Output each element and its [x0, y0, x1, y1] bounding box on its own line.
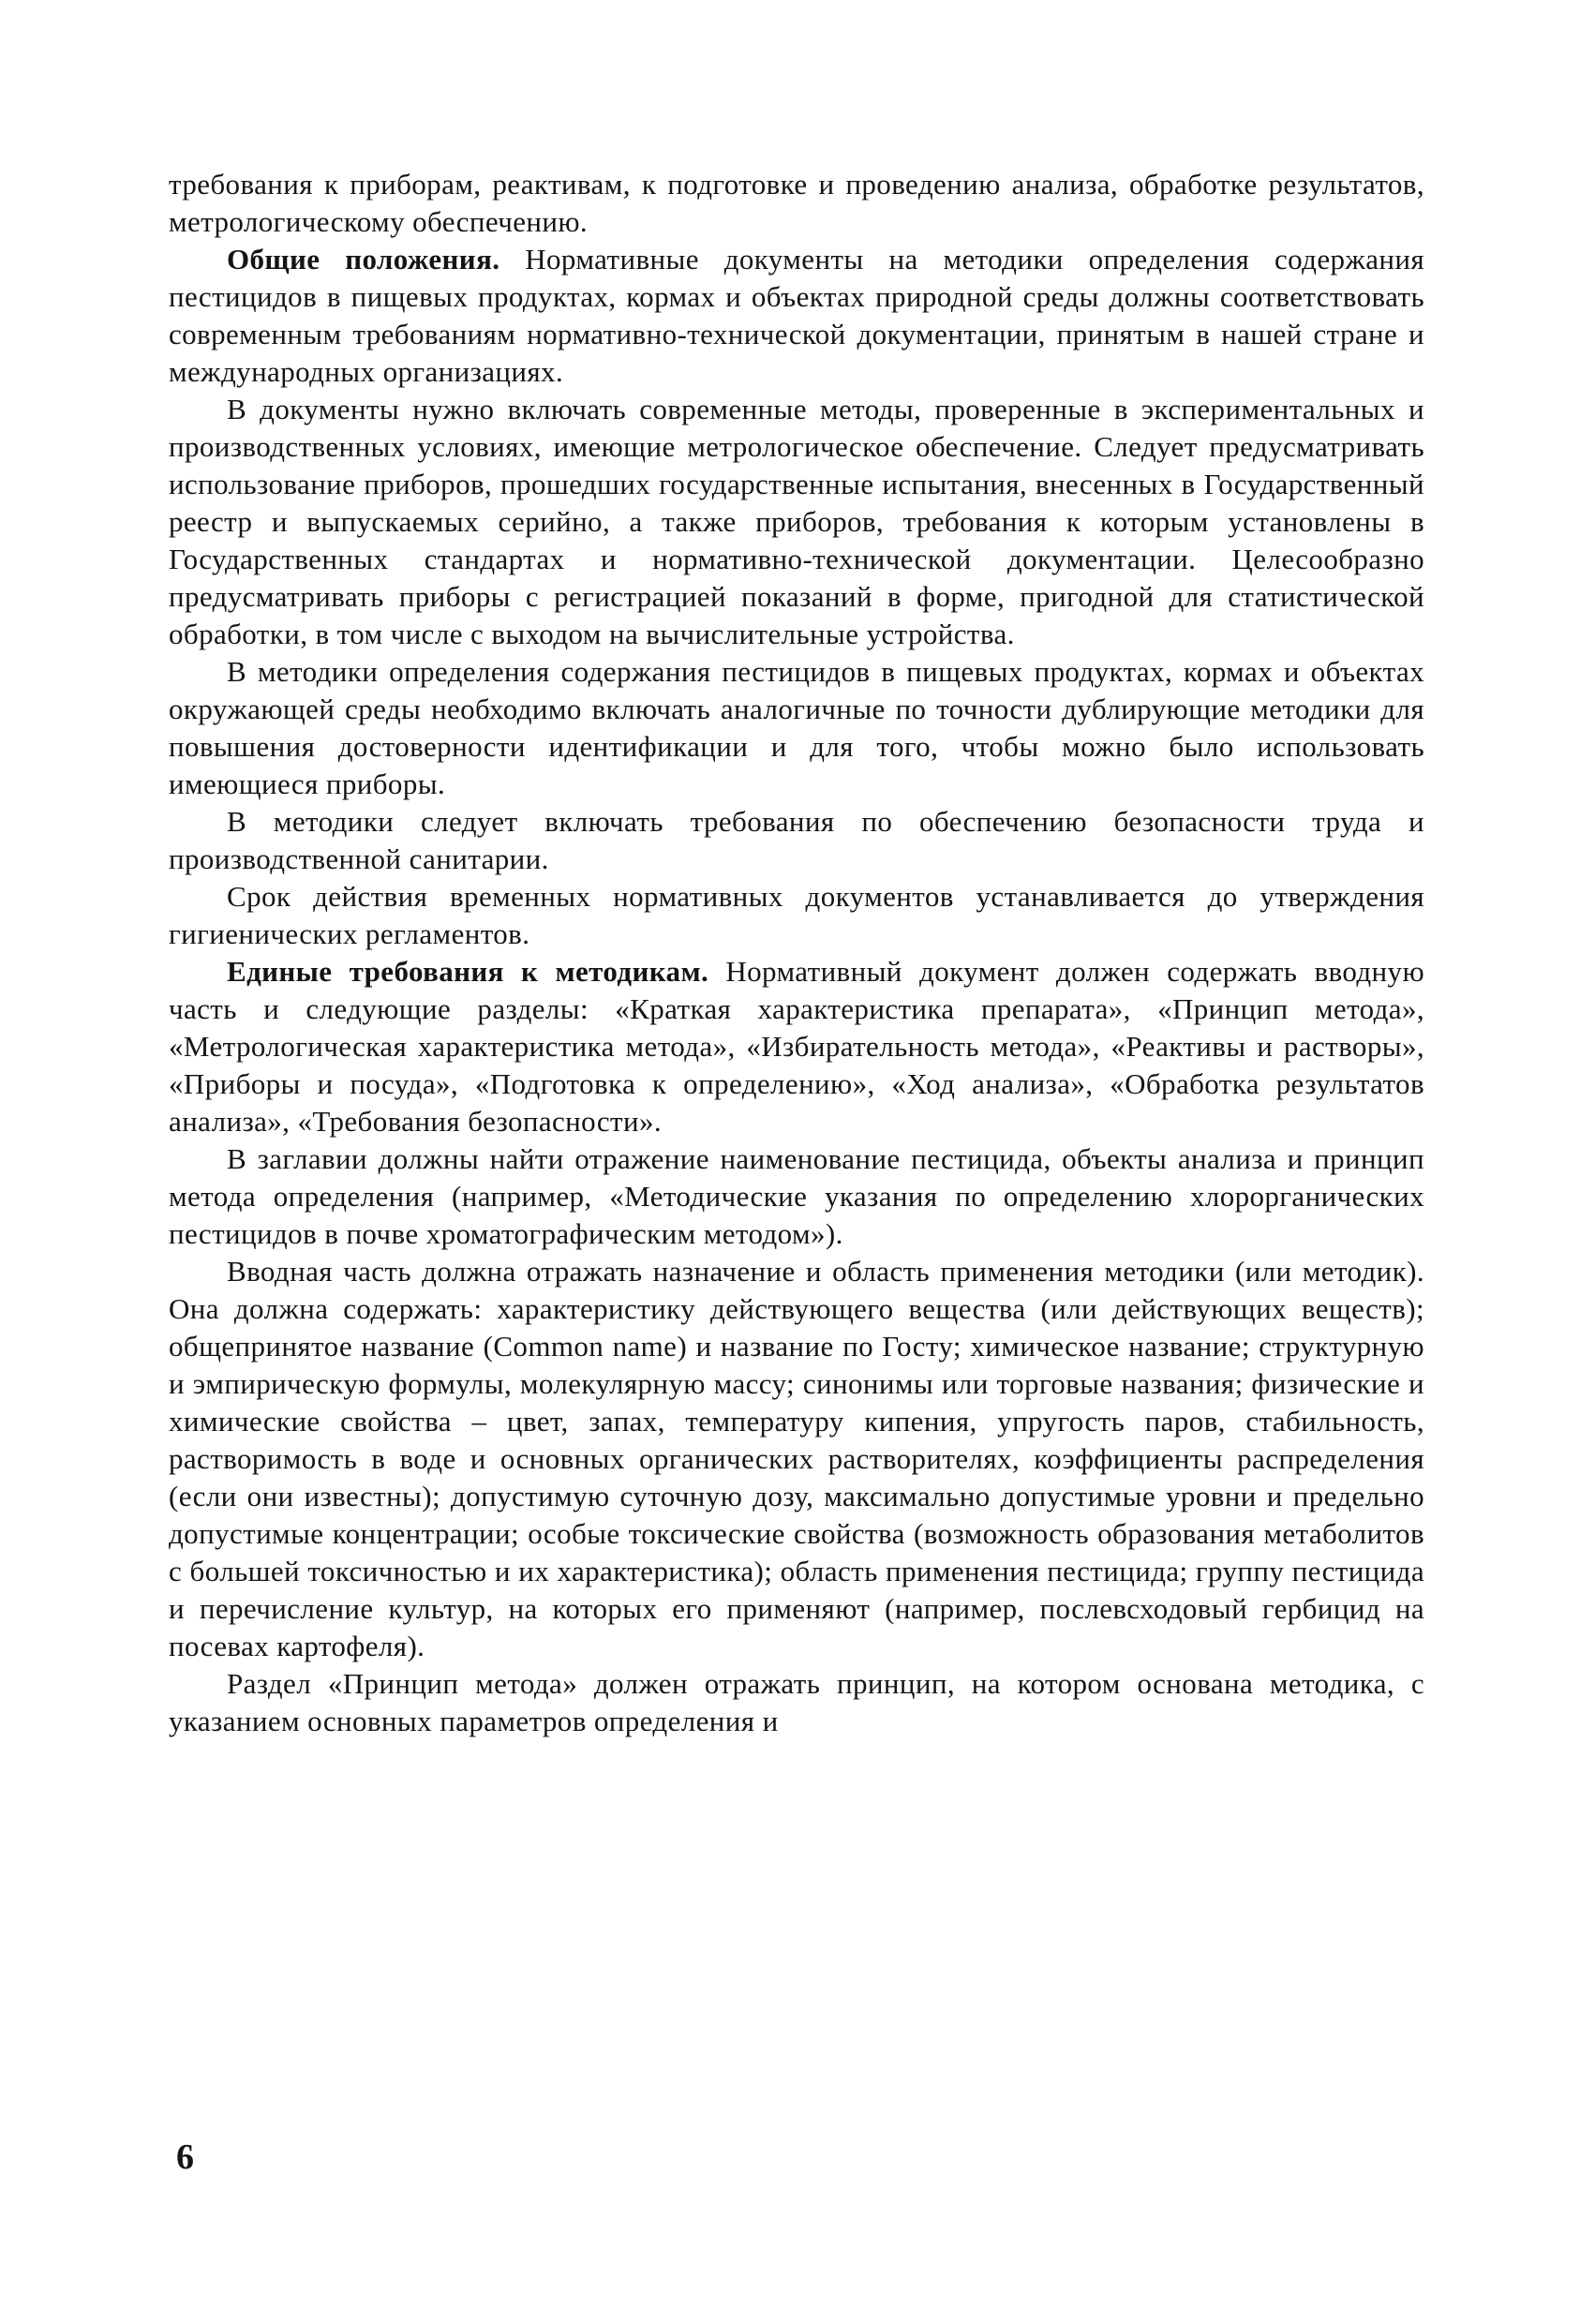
paragraph-9-text: Вводная часть должна отражать назначение и область применения методики (или методик). Она должна содержать: характеристику действующего вещества (или действующих веществ); общепринятое название (Common name) и название по Госту; химическое название; структурную и эмпирическую формулы, молекулярную массу; синонимы или торговые названия; физические и химические свойства – цвет, запах, температуру кипения, упругость паров, стабильность, растворимость в воде и основных органических растворителях, коэффициенты распределения (если они известны); допустимую суточную дозу, максимально допустимые уровни и предельно допустимые концентрации; особые токсические свойства (возможность образования метаболитов с большей токсичностью и их характеристика); область применения пестицида; группу пестицида и перечисление культур, на которых его применяют (например, послевсходовый гербицид на посевах картофеля).: [169, 1255, 1424, 1662]
paragraph-5: [169, 803, 1424, 878]
paragraph-6: [169, 878, 1424, 953]
paragraph-7: [169, 953, 1424, 1140]
paragraph-8-text: В заглавии должны найти отражение наименование пестицида, объекты анализа и принцип метода определения (например, «Методические указания по определению хлорорганических пестицидов в почве хроматографическим методом»).: [169, 1142, 1424, 1250]
paragraph-1: [169, 166, 1424, 241]
paragraph-1-text: требования к приборам, реактивам, к подготовке и проведению анализа, обработке результатов, метрологическому обеспечению.: [169, 168, 1424, 238]
paragraph-2: [169, 241, 1424, 391]
paragraph-10: [169, 1665, 1424, 1740]
paragraph-6-text: Срок действия временных нормативных документов устанавливается до утверждения гигиенических регламентов.: [169, 880, 1424, 950]
paragraph-10-text: Раздел «Принцип метода» должен отражать принцип, на котором основана методика, с указанием основных параметров определения и: [169, 1667, 1424, 1737]
paragraph-2-text: Нормативные документы на методики определения содержания пестицидов в пищевых продуктах, кормах и объектах природной среды должны соответствовать современным требованиям нормативно-технической документации, принятым в нашей стране и международных организациях.: [169, 243, 1424, 388]
page-number: 6: [176, 2138, 194, 2177]
paragraph-9: [169, 1253, 1424, 1665]
paragraph-7-text: Нормативный документ должен содержать вводную часть и следующие разделы: «Краткая характеристика препарата», «Принцип метода», «Метрологическая характеристика метода», «Избирательность метода», «Реактивы и растворы», «Приборы и посуда», «Подготовка к определению», «Ход анализа», «Обработка результатов анализа», «Требования безопасности».: [169, 955, 1425, 1138]
paragraph-4: [169, 653, 1424, 803]
page-text-column: [169, 166, 1424, 1740]
paragraph-7-lead: Единые требования к методикам.: [227, 955, 709, 988]
paragraph-8: [169, 1140, 1424, 1253]
paragraph-5-text: В методики следует включать требования по обеспечению безопасности труда и производственной санитарии.: [169, 805, 1424, 875]
paragraph-2-lead: Общие положения.: [227, 243, 500, 276]
paragraph-3-text: В документы нужно включать современные методы, проверенные в экспериментальных и производственных условиях, имеющие метрологическое обеспечение. Следует предусматривать использование приборов, прошедших государственные испытания, внесенных в Государственный реестр и выпускаемых серийно, а также приборов, требования к которым установлены в Государственных стандартах и нормативно-технической документации. Целесообразно предусматривать приборы с регистрацией показаний в форме, пригодной для статистической обработки, в том числе с выходом на вычислительные устройства.: [169, 393, 1424, 650]
paragraph-4-text: В методики определения содержания пестицидов в пищевых продуктах, кормах и объектах окружающей среды необходимо включать аналогичные по точности дублирующие методики для повышения достоверности идентификации и для того, чтобы можно было использовать имеющиеся приборы.: [169, 655, 1424, 800]
paragraph-3: [169, 391, 1424, 653]
